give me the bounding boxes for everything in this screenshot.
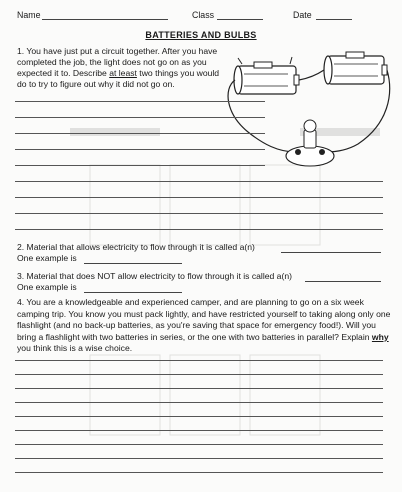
answer-line[interactable] (15, 165, 265, 166)
emphasis-at-least: at least (109, 68, 137, 78)
date-label: Date (293, 10, 312, 20)
question-4 (17, 297, 390, 355)
answer-line[interactable] (15, 229, 383, 230)
date-field[interactable] (316, 19, 352, 20)
answer-line[interactable] (15, 213, 383, 214)
answer-line[interactable] (15, 149, 265, 150)
emphasis-why: why (371, 331, 389, 342)
answer-line[interactable] (15, 374, 383, 375)
bulb-holder-icon (286, 120, 334, 166)
q4-line: 4. You are a knowledgeable and experienced camper, and are planning to go on a six week (17, 297, 364, 307)
battery-left-icon (234, 57, 299, 94)
worksheet-title: BATTERIES AND BULBS (145, 30, 257, 40)
answer-line[interactable] (15, 388, 383, 389)
answer-line[interactable] (15, 181, 383, 182)
answer-line[interactable] (15, 360, 383, 361)
q2-term-field[interactable] (281, 252, 381, 253)
answer-line[interactable] (15, 444, 383, 445)
q4-line: bring a flashlight with two batteries in series, or the one with two batteries in parallel? Explain why (17, 331, 389, 342)
q1-line: do to try to figure out why it did not go on. (17, 79, 175, 89)
battery-bulb-circuit-icon (218, 44, 393, 179)
class-label: Class (192, 10, 214, 20)
q2-example-label: One example is (17, 253, 77, 263)
answer-line[interactable] (15, 101, 265, 102)
q4-line: camping trip. You know you must pack lightly, and have restricted yourself to taking along only one (17, 308, 391, 319)
q2-text: 2. Material that allows electricity to flow through it is called a(n) (17, 242, 255, 252)
q3-term-field[interactable] (305, 281, 381, 282)
q3-example-label: One example is (17, 282, 77, 292)
q3-text: 3. Material that does NOT allow electricity to flow through it is called a(n) (17, 271, 292, 281)
battery-right-icon (324, 52, 387, 84)
answer-line[interactable] (15, 133, 265, 134)
question-1 (17, 46, 232, 90)
q3-example-field[interactable] (84, 292, 182, 293)
q1-line: expected it to. Describe at least two things you would (17, 68, 220, 78)
q2-example-field[interactable] (84, 263, 182, 264)
answer-line[interactable] (15, 430, 383, 431)
answer-line[interactable] (15, 458, 383, 459)
q4-line: you think this is a wise choice. (17, 343, 133, 354)
q4-line: flashlight (and no back-up batteries, as you're saving that space for emergency food!). Will you (17, 320, 376, 331)
class-field[interactable] (217, 19, 263, 20)
answer-line[interactable] (15, 472, 383, 473)
q1-line: completed the job, the light does not go on as you (17, 57, 207, 67)
answer-line[interactable] (15, 197, 383, 198)
q1-line: 1. You have just put a circuit together. After you have (17, 46, 218, 56)
name-field[interactable] (42, 19, 168, 20)
name-label: Name (17, 10, 41, 20)
answer-line[interactable] (15, 117, 265, 118)
answer-line[interactable] (15, 402, 383, 403)
answer-line[interactable] (15, 416, 383, 417)
